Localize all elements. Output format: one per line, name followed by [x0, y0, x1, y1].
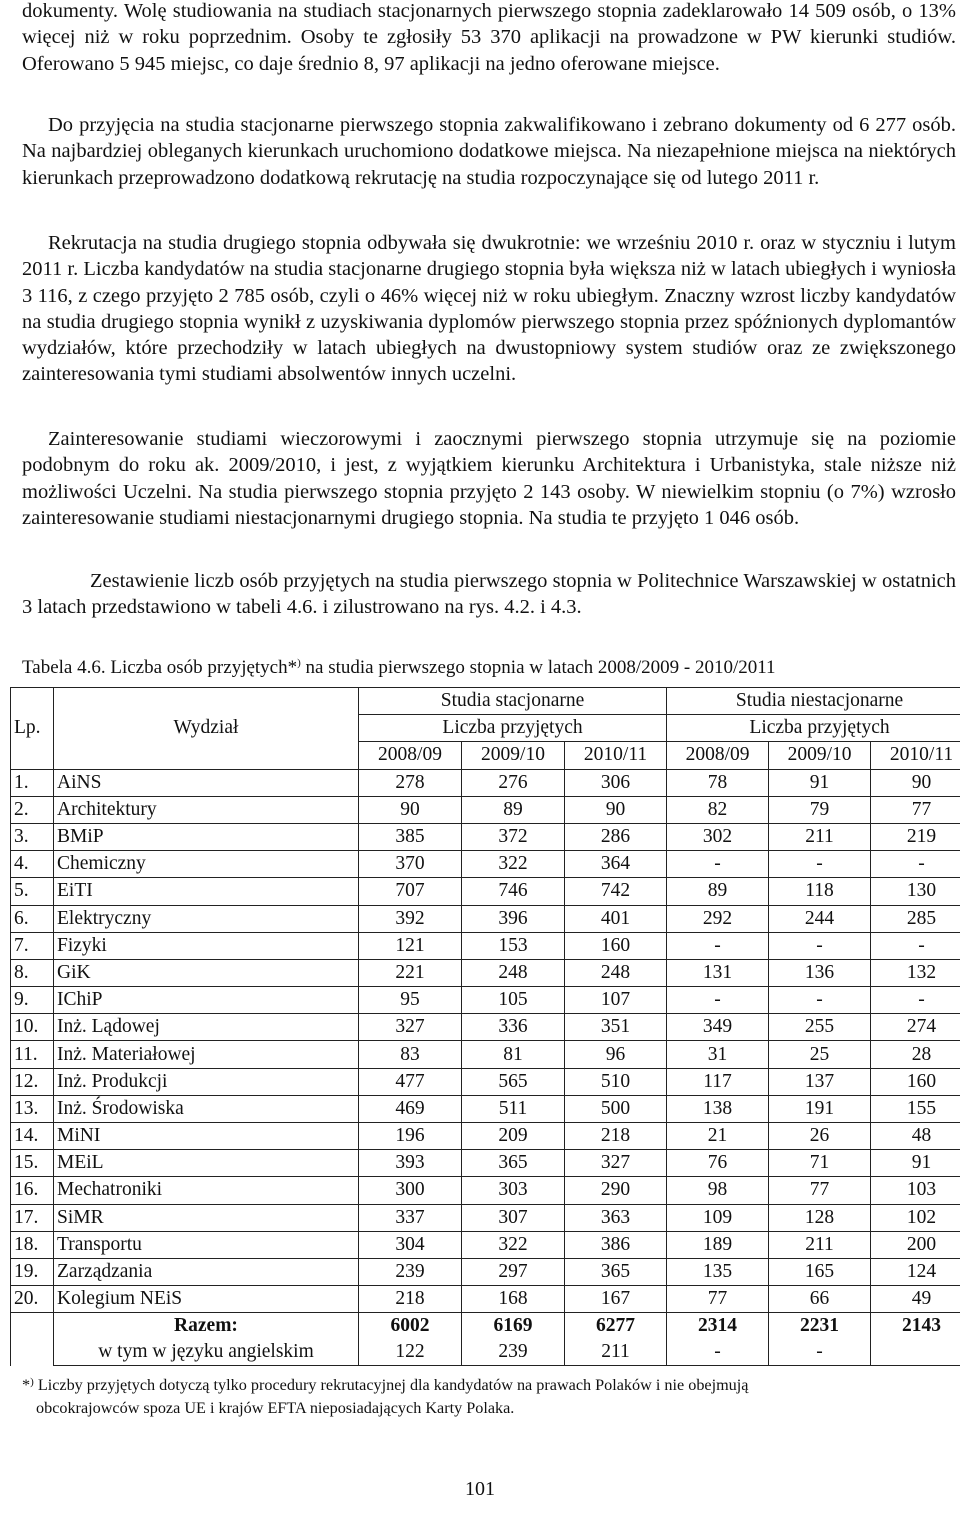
row-value: 107: [565, 987, 667, 1014]
row-lp: 9.: [11, 987, 54, 1014]
row-faculty: Fizyki: [54, 932, 359, 959]
english-label: w tym w języku angielskim: [54, 1339, 359, 1366]
row-value: 90: [565, 796, 667, 823]
row-faculty: MiNI: [54, 1123, 359, 1150]
row-value: 189: [667, 1231, 769, 1258]
row-value: 160: [565, 932, 667, 959]
header-year: 2009/10: [769, 742, 871, 769]
row-lp: 20.: [11, 1286, 54, 1313]
row-value: 138: [667, 1095, 769, 1122]
total-value: 2314: [667, 1313, 769, 1340]
row-lp: 12.: [11, 1068, 54, 1095]
row-value: 336: [462, 1014, 565, 1041]
paragraph-5: Zestawienie liczb osób przyjętych na studia pierwszego stopnia w Politechnice Warszawskiej w ostatnich 3 latach przedstawiono w tabeli 4.6. i zilustrowano na rys. 4.2. i 4.3.: [22, 570, 956, 619]
row-faculty: GiK: [54, 959, 359, 986]
row-value: 132: [871, 959, 960, 986]
header-studia-niestacjonarne: Studia niestacjonarne: [667, 688, 960, 715]
row-value: 131: [667, 959, 769, 986]
row-value: 196: [359, 1123, 462, 1150]
row-value: 248: [565, 959, 667, 986]
table-row: [11, 1068, 960, 1095]
row-value: 218: [565, 1123, 667, 1150]
row-value: 167: [565, 1286, 667, 1313]
row-value: 211: [769, 823, 871, 850]
row-lp: 10.: [11, 1014, 54, 1041]
row-faculty: BMiP: [54, 823, 359, 850]
row-value: 746: [462, 878, 565, 905]
row-faculty: Zarządzania: [54, 1258, 359, 1285]
row-value: -: [667, 851, 769, 878]
row-value: 82: [667, 796, 769, 823]
row-lp: 11.: [11, 1041, 54, 1068]
row-value: 191: [769, 1095, 871, 1122]
row-faculty: Inż. Produkcji: [54, 1068, 359, 1095]
paragraph-3: Rekrutacja na studia drugiego stopnia odbywała się dwukrotnie: we wrześniu 2010 r. oraz w styczniu i lutym 2011 r. Liczba kandydatów na studia stacjonarne drugiego stopnia była większa niż w latach ubiegłych i wyniosła 3 116, z czego przyjęto 2 785 osób, czyli o 46% więcej niż w roku ubiegłym. Znaczny wzrost liczby kandydatów na studia drugiego stopnia wynikł z uzyskiwania dyplomów pierwszego stopnia przez spóźnionych dyplomantów wydziałów, które przechodziły w latach ubiegłych na dwustopniowy system studiów oraz ze zwiększonego zainteresowania tymi studiami absolwentów innych uczelni.: [22, 232, 956, 386]
header-year: 2010/11: [565, 742, 667, 769]
row-value: 292: [667, 905, 769, 932]
row-value: 290: [565, 1177, 667, 1204]
row-value: 218: [359, 1286, 462, 1313]
row-faculty: Elektryczny: [54, 905, 359, 932]
row-value: 48: [871, 1123, 960, 1150]
table-row: [11, 851, 960, 878]
row-value: 322: [462, 1231, 565, 1258]
header-year: 2009/10: [462, 742, 565, 769]
row-value: 327: [359, 1014, 462, 1041]
footnote-sup: ): [30, 1376, 34, 1388]
row-faculty: Architektury: [54, 796, 359, 823]
row-value: 707: [359, 878, 462, 905]
row-value: 49: [871, 1286, 960, 1313]
row-value: -: [769, 851, 871, 878]
row-faculty: Chemiczny: [54, 851, 359, 878]
footnote-line-2: obcokrajowców spoza UE i krajów EFTA nieposiadających Karty Polaka.: [36, 1398, 515, 1417]
row-value: 124: [871, 1258, 960, 1285]
row-value: 83: [359, 1041, 462, 1068]
row-value: 26: [769, 1123, 871, 1150]
row-value: 469: [359, 1095, 462, 1122]
footnote-line-1: Liczby przyjętych dotyczą tylko procedury rekrutacyjnej dla kandydatów na prawach Polaków i nie obejmują: [33, 1376, 749, 1394]
row-value: 200: [871, 1231, 960, 1258]
row-value: 153: [462, 932, 565, 959]
english-value: [871, 1339, 960, 1366]
row-value: 98: [667, 1177, 769, 1204]
row-value: 510: [565, 1068, 667, 1095]
subheader-stacjonarne: Liczba przyjętych: [359, 715, 667, 742]
row-value: 209: [462, 1123, 565, 1150]
row-lp: 13.: [11, 1095, 54, 1122]
row-value: 77: [769, 1177, 871, 1204]
row-value: 165: [769, 1258, 871, 1285]
row-value: 91: [871, 1150, 960, 1177]
row-value: 303: [462, 1177, 565, 1204]
row-value: 300: [359, 1177, 462, 1204]
row-lp: 4.: [11, 851, 54, 878]
row-value: 89: [462, 796, 565, 823]
row-value: 89: [667, 878, 769, 905]
table-row: [11, 1231, 960, 1258]
row-value: 337: [359, 1204, 462, 1231]
row-value: 365: [565, 1258, 667, 1285]
row-value: 370: [359, 851, 462, 878]
row-value: 77: [871, 796, 960, 823]
row-lp: 8.: [11, 959, 54, 986]
row-value: 401: [565, 905, 667, 932]
row-value: 255: [769, 1014, 871, 1041]
row-value: 365: [462, 1150, 565, 1177]
paragraph-2: Do przyjęcia na studia stacjonarne pierwszego stopnia zakwalifikowano i zebrano dokumenty od 6 277 osób. Na najbardziej obleganych kierunkach uruchomiono dodatkowe miejsca. Na niezapełnione miejsca na niektórych kierunkach przeprowadzono dodatkową rekrutację na studia rozpoczynające się od lutego 2011 r.: [22, 114, 956, 189]
row-value: 91: [769, 769, 871, 796]
row-faculty: Kolegium NEiS: [54, 1286, 359, 1313]
row-faculty: Transportu: [54, 1231, 359, 1258]
row-value: -: [871, 851, 960, 878]
row-value: 285: [871, 905, 960, 932]
table-row: [11, 1123, 960, 1150]
row-value: 118: [769, 878, 871, 905]
row-value: -: [871, 987, 960, 1014]
row-value: -: [769, 987, 871, 1014]
row-value: 211: [769, 1231, 871, 1258]
footnote: [22, 1371, 956, 1419]
caption-sup: ): [297, 657, 301, 669]
row-value: -: [667, 987, 769, 1014]
row-value: 102: [871, 1204, 960, 1231]
row-value: 274: [871, 1014, 960, 1041]
row-value: 349: [667, 1014, 769, 1041]
row-lp: 19.: [11, 1258, 54, 1285]
table-row: [11, 1095, 960, 1122]
row-faculty: MEiL: [54, 1150, 359, 1177]
total-value: 6277: [565, 1313, 667, 1340]
header-studia-stacjonarne: Studia stacjonarne: [359, 688, 667, 715]
row-value: 306: [565, 769, 667, 796]
row-value: -: [871, 932, 960, 959]
row-value: 221: [359, 959, 462, 986]
row-value: 239: [359, 1258, 462, 1285]
paragraph-1: dokumenty. Wolę studiowania na studiach stacjonarnych pierwszego stopnia zadeklarowało 14 509 osób, o 13% więcej niż w roku poprzednim. Osoby te zgłosiły 53 370 aplikacji na prowadzone w PW kierunki studiów. Oferowano 5 945 miejsc, co daje średnio 8, 97 aplikacji na jedno oferowane miejsce.: [22, 0, 956, 75]
english-row: [11, 1339, 960, 1366]
page-number: 101: [465, 1478, 495, 1500]
row-value: 372: [462, 823, 565, 850]
row-faculty: Mechatroniki: [54, 1177, 359, 1204]
row-faculty: IChiP: [54, 987, 359, 1014]
total-value: 2231: [769, 1313, 871, 1340]
row-value: 77: [667, 1286, 769, 1313]
row-value: 21: [667, 1123, 769, 1150]
row-lp: 18.: [11, 1231, 54, 1258]
row-value: 278: [359, 769, 462, 796]
header-year: 2008/09: [359, 742, 462, 769]
row-lp: 14.: [11, 1123, 54, 1150]
table-row: [11, 1014, 960, 1041]
english-value: 122: [359, 1339, 462, 1366]
row-value: 363: [565, 1204, 667, 1231]
row-lp: 6.: [11, 905, 54, 932]
row-value: 385: [359, 823, 462, 850]
caption-text-start: Tabela 4.6. Liczba osób przyjętych*: [22, 657, 298, 678]
row-value: 136: [769, 959, 871, 986]
row-faculty: AiNS: [54, 769, 359, 796]
english-value: -: [667, 1339, 769, 1366]
row-value: 155: [871, 1095, 960, 1122]
row-value: 322: [462, 851, 565, 878]
table-row: [11, 1204, 960, 1231]
row-faculty: SiMR: [54, 1204, 359, 1231]
table-row: [11, 1258, 960, 1285]
row-value: 76: [667, 1150, 769, 1177]
row-value: 103: [871, 1177, 960, 1204]
row-value: 304: [359, 1231, 462, 1258]
row-value: 393: [359, 1150, 462, 1177]
row-lp: 5.: [11, 878, 54, 905]
row-value: 25: [769, 1041, 871, 1068]
row-faculty: Inż. Lądowej: [54, 1014, 359, 1041]
row-lp: 16.: [11, 1177, 54, 1204]
row-value: 286: [565, 823, 667, 850]
row-value: 71: [769, 1150, 871, 1177]
paragraph-4: Zainteresowanie studiami wieczorowymi i zaocznymi pierwszego stopnia utrzymuje się na poziomie podobnym do roku ak. 2009/2010, i jest, z wyjątkiem kierunku Architektura i Urbanistyka, stale niższe niż możliwości Uczelni. Na studia pierwszego stopnia przyjęto 2 143 osoby. W niewielkim stopniu (o 7%) wzrosło zainteresowanie studiami niestacjonarnymi drugiego stopnia. Na studia te przyjęto 1 046 osób.: [22, 428, 956, 529]
total-value: 6002: [359, 1313, 462, 1340]
row-value: 276: [462, 769, 565, 796]
row-value: 351: [565, 1014, 667, 1041]
row-value: 90: [359, 796, 462, 823]
caption-text-end: na studia pierwszego stopnia w latach 2008/2009 - 2010/2011: [300, 657, 776, 678]
row-value: 364: [565, 851, 667, 878]
table-row: [11, 905, 960, 932]
total-row: [11, 1313, 960, 1340]
header-lp: Lp.: [11, 688, 54, 770]
row-value: 307: [462, 1204, 565, 1231]
row-value: 244: [769, 905, 871, 932]
footnote-mark: *: [22, 1376, 31, 1394]
table-row: [11, 878, 960, 905]
row-value: 109: [667, 1204, 769, 1231]
header-year: 2008/09: [667, 742, 769, 769]
row-value: 135: [667, 1258, 769, 1285]
row-value: 248: [462, 959, 565, 986]
row-lp: 3.: [11, 823, 54, 850]
table-row: [11, 769, 960, 796]
row-value: 477: [359, 1068, 462, 1095]
table-row: [11, 823, 960, 850]
row-value: 500: [565, 1095, 667, 1122]
english-value: 211: [565, 1339, 667, 1366]
row-lp: 17.: [11, 1204, 54, 1231]
row-value: 128: [769, 1204, 871, 1231]
row-value: 302: [667, 823, 769, 850]
admissions-table: [10, 687, 960, 1366]
table-row: [11, 932, 960, 959]
row-value: 81: [462, 1041, 565, 1068]
row-value: 28: [871, 1041, 960, 1068]
row-value: 511: [462, 1095, 565, 1122]
table-row: [11, 796, 960, 823]
table-row: [11, 987, 960, 1014]
row-value: 327: [565, 1150, 667, 1177]
row-value: 565: [462, 1068, 565, 1095]
row-value: 297: [462, 1258, 565, 1285]
row-value: 219: [871, 823, 960, 850]
table-row: [11, 959, 960, 986]
row-faculty: Inż. Materiałowej: [54, 1041, 359, 1068]
header-wydzial: Wydział: [54, 688, 359, 770]
row-value: 96: [565, 1041, 667, 1068]
table-caption: [22, 651, 956, 680]
table-row: [11, 1177, 960, 1204]
row-value: 95: [359, 987, 462, 1014]
row-lp: 1.: [11, 769, 54, 796]
row-lp: 2.: [11, 796, 54, 823]
row-value: 66: [769, 1286, 871, 1313]
subheader-niestacjonarne: Liczba przyjętych: [667, 715, 960, 742]
row-value: 31: [667, 1041, 769, 1068]
row-faculty: Inż. Środowiska: [54, 1095, 359, 1122]
total-value: 6169: [462, 1313, 565, 1340]
total-label: Razem:: [54, 1313, 359, 1340]
row-lp: 7.: [11, 932, 54, 959]
total-value: 2143: [871, 1313, 960, 1340]
row-value: 105: [462, 987, 565, 1014]
row-value: 121: [359, 932, 462, 959]
row-value: 396: [462, 905, 565, 932]
row-value: -: [667, 932, 769, 959]
row-faculty: EiTI: [54, 878, 359, 905]
row-lp: 15.: [11, 1150, 54, 1177]
row-value: 160: [871, 1068, 960, 1095]
row-value: 78: [667, 769, 769, 796]
table-row: [11, 1041, 960, 1068]
total-empty-lp: [11, 1313, 54, 1366]
row-value: 137: [769, 1068, 871, 1095]
row-value: 386: [565, 1231, 667, 1258]
row-value: 79: [769, 796, 871, 823]
row-value: 90: [871, 769, 960, 796]
table-row: [11, 1286, 960, 1313]
row-value: 117: [667, 1068, 769, 1095]
table-row: [11, 1150, 960, 1177]
row-value: -: [769, 932, 871, 959]
row-value: 392: [359, 905, 462, 932]
row-value: 168: [462, 1286, 565, 1313]
header-year: 2010/11: [871, 742, 960, 769]
row-value: 130: [871, 878, 960, 905]
english-value: 239: [462, 1339, 565, 1366]
row-value: 742: [565, 878, 667, 905]
english-value: -: [769, 1339, 871, 1366]
